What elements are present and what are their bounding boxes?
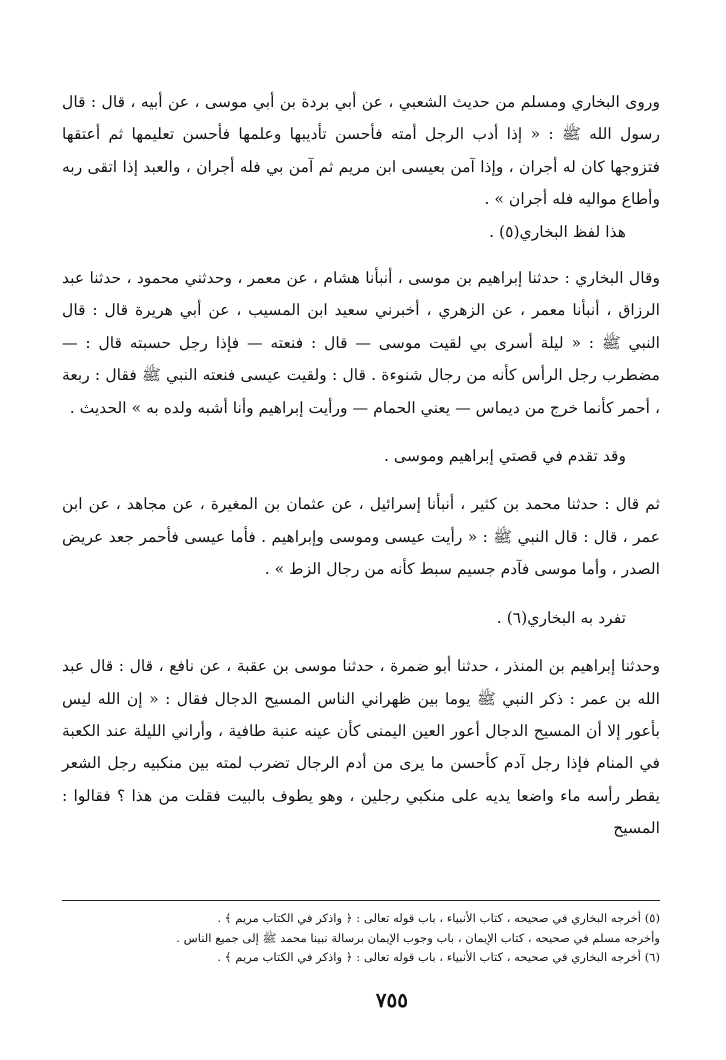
footnotes	[62, 900, 660, 968]
paragraph-bukhari-unique: تفرد به البخاري(٦) .	[496, 608, 626, 627]
footnote-5-continued: وأخرجه مسلم في صحيحه ، كتاب الإيمان ، باب وجوب الإيمان برسالة نبينا محمد ﷺ إلى جميع الناس .	[176, 930, 660, 945]
footnote-5: (٥) أخرجه البخاري في صحيحه ، كتاب الأنبياء ، باب قوله تعالى : ﴿ واذكر في الكتاب مريم ﴾ .	[217, 911, 660, 925]
paragraph-ibn-umar-hadith: ثم قال : حدثنا محمد بن كثير ، أنبأنا إسرائيل ، عن عثمان بن المغيرة ، عن مجاهد ، عن ابن عمر ، قال : قال النبي ﷺ : « رأيت عيسى وموسى وإبراهيم . فأما عيسى فأحمر جعد عريض الصدر ، وأما موسى فآدم جسيم سبط كأنه من رجال الزط » .	[62, 495, 660, 579]
paragraph-dajjal-hadith: وحدثنا إبراهيم بن المنذر ، حدثنا أبو ضمرة ، حدثنا موسى بن عقبة ، عن نافع ، قال : قال عبد الله بن عمر : ذكر النبي ﷺ يوما بين ظهراني الناس المسيح الدجال فقال : « إن الله ليس بأعور إلا أن المسيح الدجال أعور العين اليمنى كأن عينه عنبة طافية ، وأراني الليلة عند الكعبة في المنام فإذا رجل آدم كأحسن ما يرى من أدم الرجال تضرب لمته بين منكبيه رجل الشعر يقطر رأسه ماء واضعا يديه على منكبي رجلين ، وهو يطوف بالبيت فقلت من هذا ؟ فقالوا : المسيح	[62, 657, 660, 838]
paragraph-cross-reference: وقد تقدم في قصتي إبراهيم وموسى .	[384, 447, 626, 466]
paragraph-isra-hadith: وقال البخاري : حدثنا إبراهيم بن موسى ، أنبأنا هشام ، عن معمر ، وحدثني محمود ، حدثنا عبد الرزاق ، أنبأنا معمر ، عن الزهري ، أخبرني سعيد ابن المسيب ، عن أبي هريرة قال : قال النبي ﷺ : « ليلة أسرى بي لقيت موسى — قال : فنعته — فإذا رجل حسبته قال : — مضطرب رجل الرأس كأنه من رجال شنوءة . قال : ولقيت عيسى فنعته النبي ﷺ فقال : ربعة ، أحمر كأنما خرج من ديماس — يعني الحمام — ورأيت إبراهيم وأنا أشبه ولده به » الحديث .	[62, 269, 660, 417]
main-text	[62, 86, 660, 845]
footnote-6: (٦) أخرجه البخاري في صحيحه ، كتاب الأنبياء ، باب قوله تعالى : ﴿ واذكر في الكتاب مريم ﴾ .	[217, 950, 660, 964]
paragraph-bukhari-note: هذا لفظ البخاري(٥) .	[489, 222, 626, 241]
paragraph-hadith-ajran: وروى البخاري ومسلم من حديث الشعبي ، عن أبي بردة بن أبي موسى ، عن أبيه ، قال : قال رسول الله ﷺ : « إذا أدب الرجل أمته فأحسن تأديبها وعلمها فأحسن تعليمها ثم أعتقها فتزوجها كان له أجران ، وإذا آمن بعيسى ابن مريم ثم آمن بي فله أجران ، والعبد إذا اتقى ربه وأطاع مواليه فله أجران » .	[62, 93, 660, 209]
page-number: ٧٥٥	[375, 988, 408, 1012]
